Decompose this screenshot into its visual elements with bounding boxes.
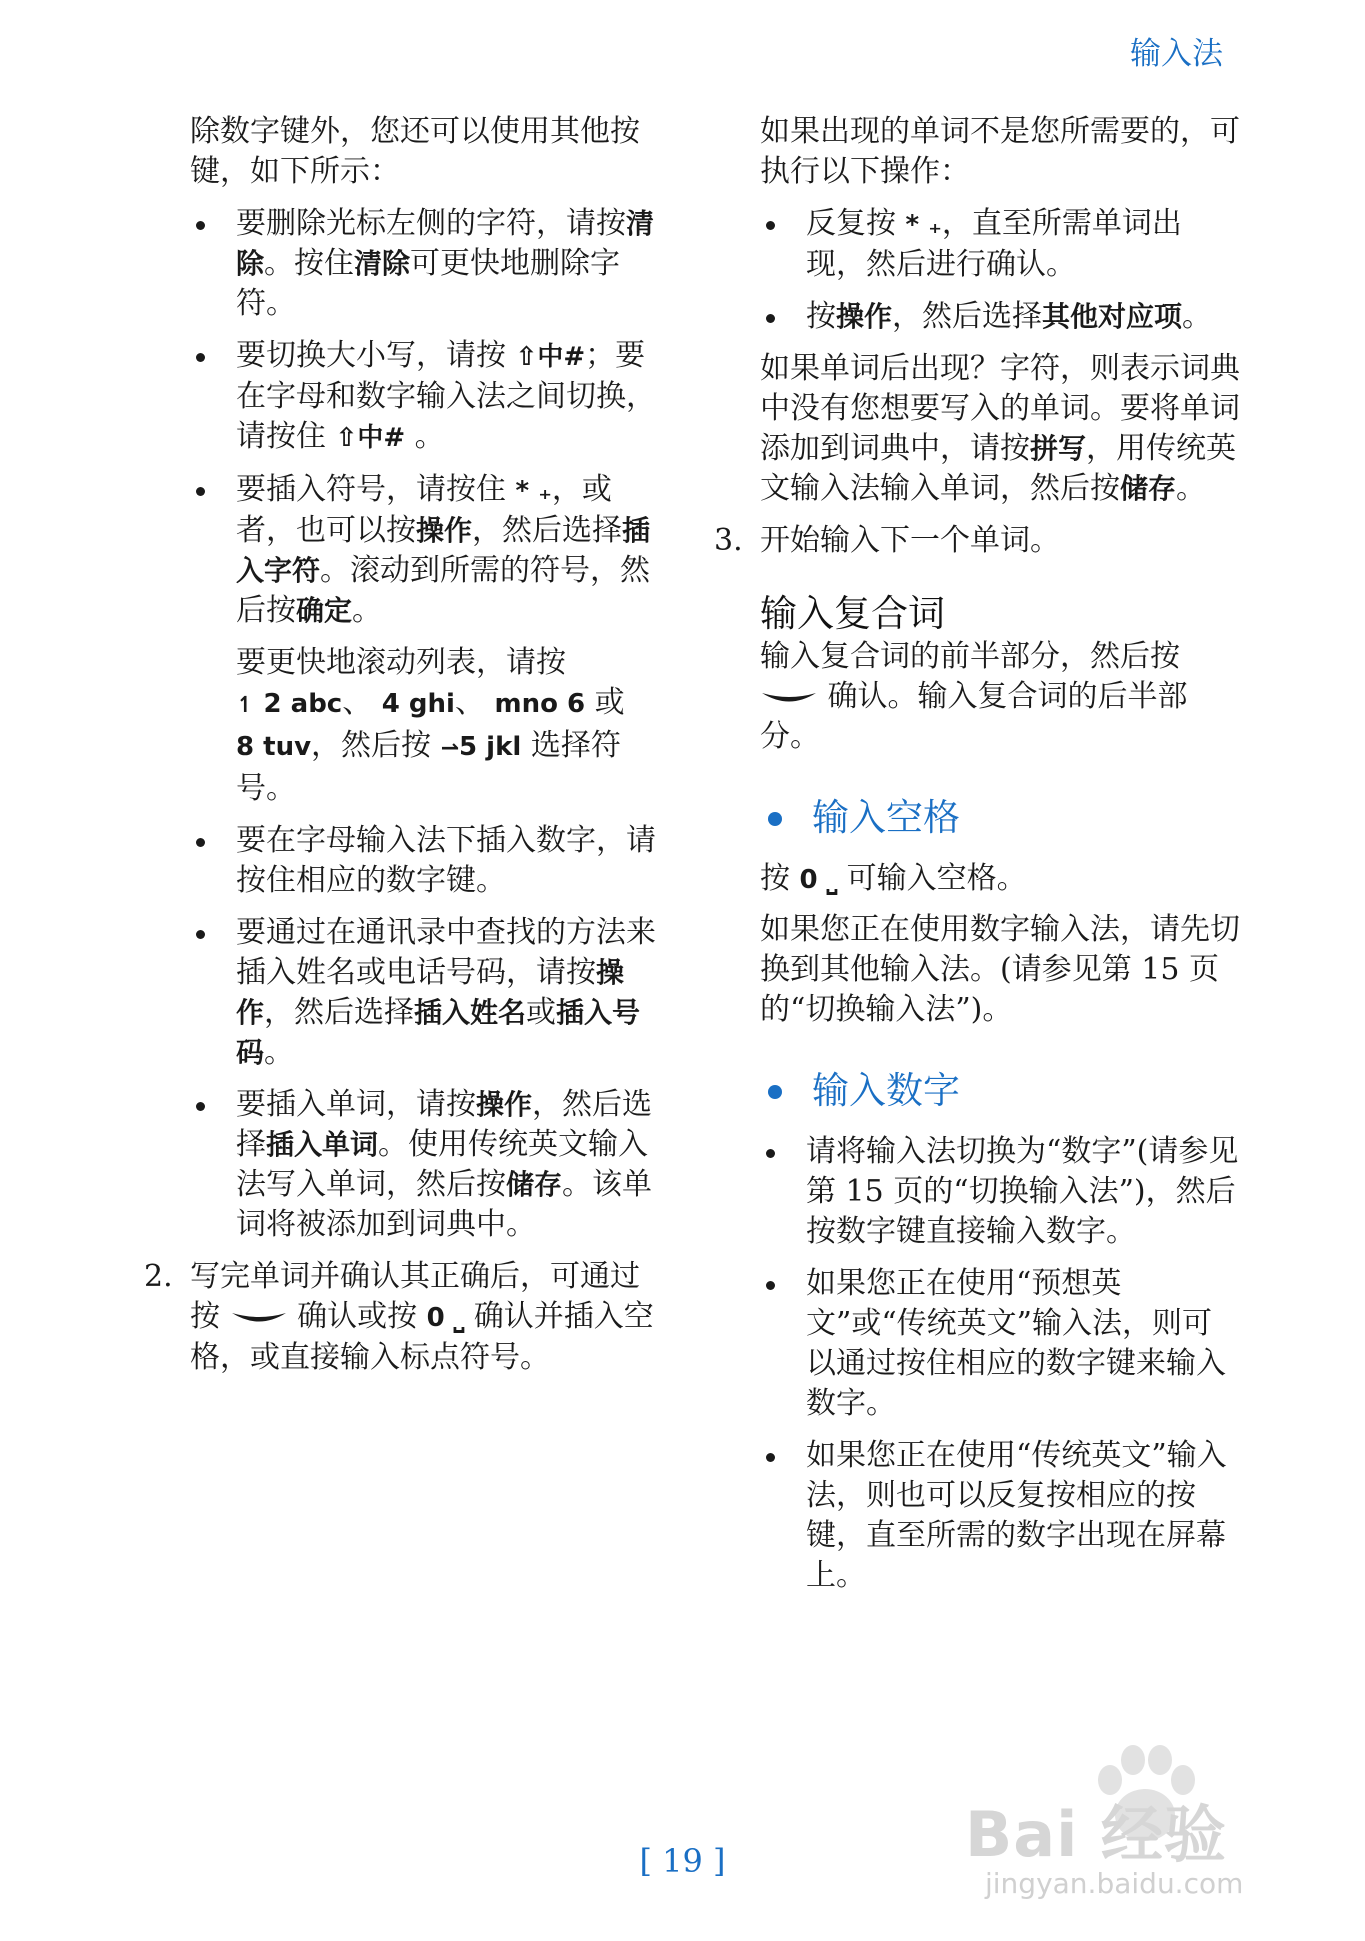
step-number: 3. [714, 523, 743, 558]
intro-text: 如果出现的单词不是您所需要的，可执行以下操作： [760, 114, 1240, 189]
para-text: 输入复合词的前半部分，然后按 [760, 639, 1180, 674]
item-text: 要在字母输入法下插入数字，请按住相应的数字键。 [236, 823, 656, 898]
item-text: 要删除光标左侧的字符，请按 [236, 206, 626, 241]
key-8-icon: 8 tuv [236, 732, 312, 762]
numbers-list [760, 1132, 1240, 1596]
item-text: 要通过在通讯录中查找的方法来插入姓名或电话号码，请按 [236, 915, 656, 990]
item-text: 。滚动到所需的符号，然后按 [236, 553, 651, 628]
item-text: ，然后选择 [472, 513, 623, 548]
para-text: ，用传统英文输入法输入单词，然后按 [760, 431, 1237, 506]
list-item [760, 297, 1240, 337]
item-text: 。按住 [264, 246, 355, 281]
item-text: ，然后选择 [236, 1087, 653, 1162]
key-usage-list-2 [190, 821, 660, 1245]
cmd-spell: 拼写 [1030, 432, 1087, 465]
cmd-options: 操作 [476, 1088, 533, 1121]
left-column [144, 112, 660, 1378]
item-text: ，或者，也可以按 [236, 472, 612, 548]
cmd-options: 操作 [836, 300, 893, 333]
para-text: 确认。输入复合词的后半部分。 [760, 679, 1188, 754]
item-text: 反复按 [806, 206, 896, 241]
separator: 、 [342, 685, 373, 720]
list-item: 如果您正在使用“预想英文”或“传统英文”输入法，则可以通过按住相应的数字键来输入数字。 [760, 1264, 1240, 1424]
key-5-icon: ⇀5 jkl [440, 732, 522, 762]
baidu-watermark [965, 1755, 1295, 1905]
cmd-clear: 清除 [236, 207, 655, 280]
para-text: 如果单词后出现？字符，则表示词典中没有您想要写入的单词。要将单词添加到词典中，请按 [760, 351, 1240, 466]
item-text: 要插入单词，请按 [236, 1087, 476, 1122]
list-item: 请将输入法切换为“数字”(请参见第 15 页的“切换输入法”)，然后按数字键直接输入数字。 [760, 1132, 1240, 1252]
list-item [760, 204, 1240, 285]
space-text [760, 859, 1240, 900]
item-text: 要切换大小写，请按 [236, 338, 506, 373]
para-text: 可输入空格。 [846, 861, 1027, 896]
key-6-icon: mno 6 [494, 689, 586, 719]
case-key-icon: ⇧中# [335, 423, 406, 453]
watermark-url: jingyan.baidu.com [985, 1867, 1244, 1900]
item-text: ；要在字母和数字输入法之间切换，请按住 [236, 338, 656, 454]
item-text: 。 [1182, 299, 1213, 334]
cmd-insert-name: 插入姓名 [414, 996, 527, 1029]
item-text: 要插入符号，请按住 [236, 472, 506, 507]
right-column [714, 112, 1240, 1608]
cmd-insert-number: 插入号码 [236, 996, 641, 1069]
item-text: 。该单词将被添加到词典中。 [236, 1167, 653, 1242]
space-heading: 输入空格 [760, 795, 1240, 841]
item-text: ，然后选择 [264, 995, 415, 1030]
compound-text [760, 637, 1240, 757]
watermark-brand: Bai 经验 [965, 1798, 1227, 1871]
compound-heading: 输入复合词 [760, 592, 945, 635]
para-text: 按 [760, 861, 790, 896]
cmd-ok: 确定 [296, 594, 353, 627]
item-text: 按 [806, 299, 836, 334]
list-item [190, 821, 660, 901]
list-item: 如果您正在使用“传统英文”输入法，则也可以反复按相应的按键，直至所需的数字出现在屏幕上。 [760, 1436, 1240, 1596]
cmd-insert-word: 插入单词 [266, 1128, 379, 1161]
step-2 [144, 1257, 660, 1378]
dictionary-note [760, 349, 1240, 509]
case-key-icon: ⇧中# [515, 342, 586, 372]
step-text: 开始输入下一个单词。 [760, 523, 1060, 558]
para-text: 。 [1176, 471, 1207, 506]
space-note: 如果您正在使用数字输入法，请先切换到其他输入法。(请参见第 15 页的“切换输入法”)。 [760, 912, 1240, 1027]
cmd-save: 储存 [506, 1168, 563, 1201]
cmd-insert-symbol: 插入字符 [236, 514, 651, 587]
page-number: [ 19 ] [639, 1842, 726, 1880]
item-text: ，然后选择 [892, 299, 1043, 334]
key-usage-list [190, 204, 660, 631]
list-item [190, 913, 660, 1073]
cmd-clear: 清除 [354, 247, 411, 280]
list-item [190, 204, 660, 324]
word-options-list [760, 204, 1240, 337]
star-key-icon: * ₊ [515, 476, 552, 506]
tip-text: 或 [594, 685, 625, 720]
key-0-icon: 0 ⎵ [799, 865, 838, 895]
key-0-icon: 0 ⎵ [426, 1303, 465, 1333]
cmd-options: 操作 [236, 956, 625, 1029]
list-item [190, 336, 660, 458]
key-4-icon: 4 ghi [381, 689, 455, 719]
step-text: 确认并插入空格，或直接输入标点符号。 [190, 1299, 654, 1375]
item-text: ，直至所需单词出现，然后进行确认。 [806, 206, 1182, 282]
star-key-icon: * ₊ [905, 210, 942, 240]
item-text: 或 [526, 995, 557, 1030]
scroll-tip [190, 643, 660, 809]
item-text: 。使用传统英文输入法写入单词，然后按 [236, 1127, 649, 1202]
cmd-other-matches: 其他对应项 [1042, 300, 1183, 333]
item-text: 可更快地删除字符。 [236, 246, 621, 321]
tip-text: ，然后按 [311, 728, 432, 763]
list-item [190, 1085, 660, 1245]
item-text: 。 [414, 419, 445, 454]
step-3 [714, 521, 1240, 561]
step-text: 确认或按 [297, 1299, 418, 1334]
tip-text: 选择符号。 [236, 728, 621, 806]
cmd-save: 储存 [1120, 472, 1177, 505]
item-text: 。 [264, 1035, 295, 1070]
list-item [190, 470, 660, 631]
softkey-icon [760, 690, 818, 706]
step-number: 2. [144, 1259, 173, 1294]
tip-text: 要更快地滚动列表，请按 [236, 645, 566, 680]
step-text: 写完单词并确认其正确后，可通过按 [190, 1259, 640, 1334]
intro-text: 除数字键外，您还可以使用其他按键，如下所示： [190, 114, 640, 189]
separator: 、 [454, 685, 485, 720]
key-2-icon: ↿ 2 abc [236, 689, 343, 719]
softkey-icon [230, 1310, 288, 1326]
numbers-heading: 输入数字 [760, 1068, 1240, 1114]
item-text: 。 [352, 593, 383, 628]
cmd-options: 操作 [416, 514, 473, 547]
section-title: 输入法 [1130, 36, 1223, 72]
